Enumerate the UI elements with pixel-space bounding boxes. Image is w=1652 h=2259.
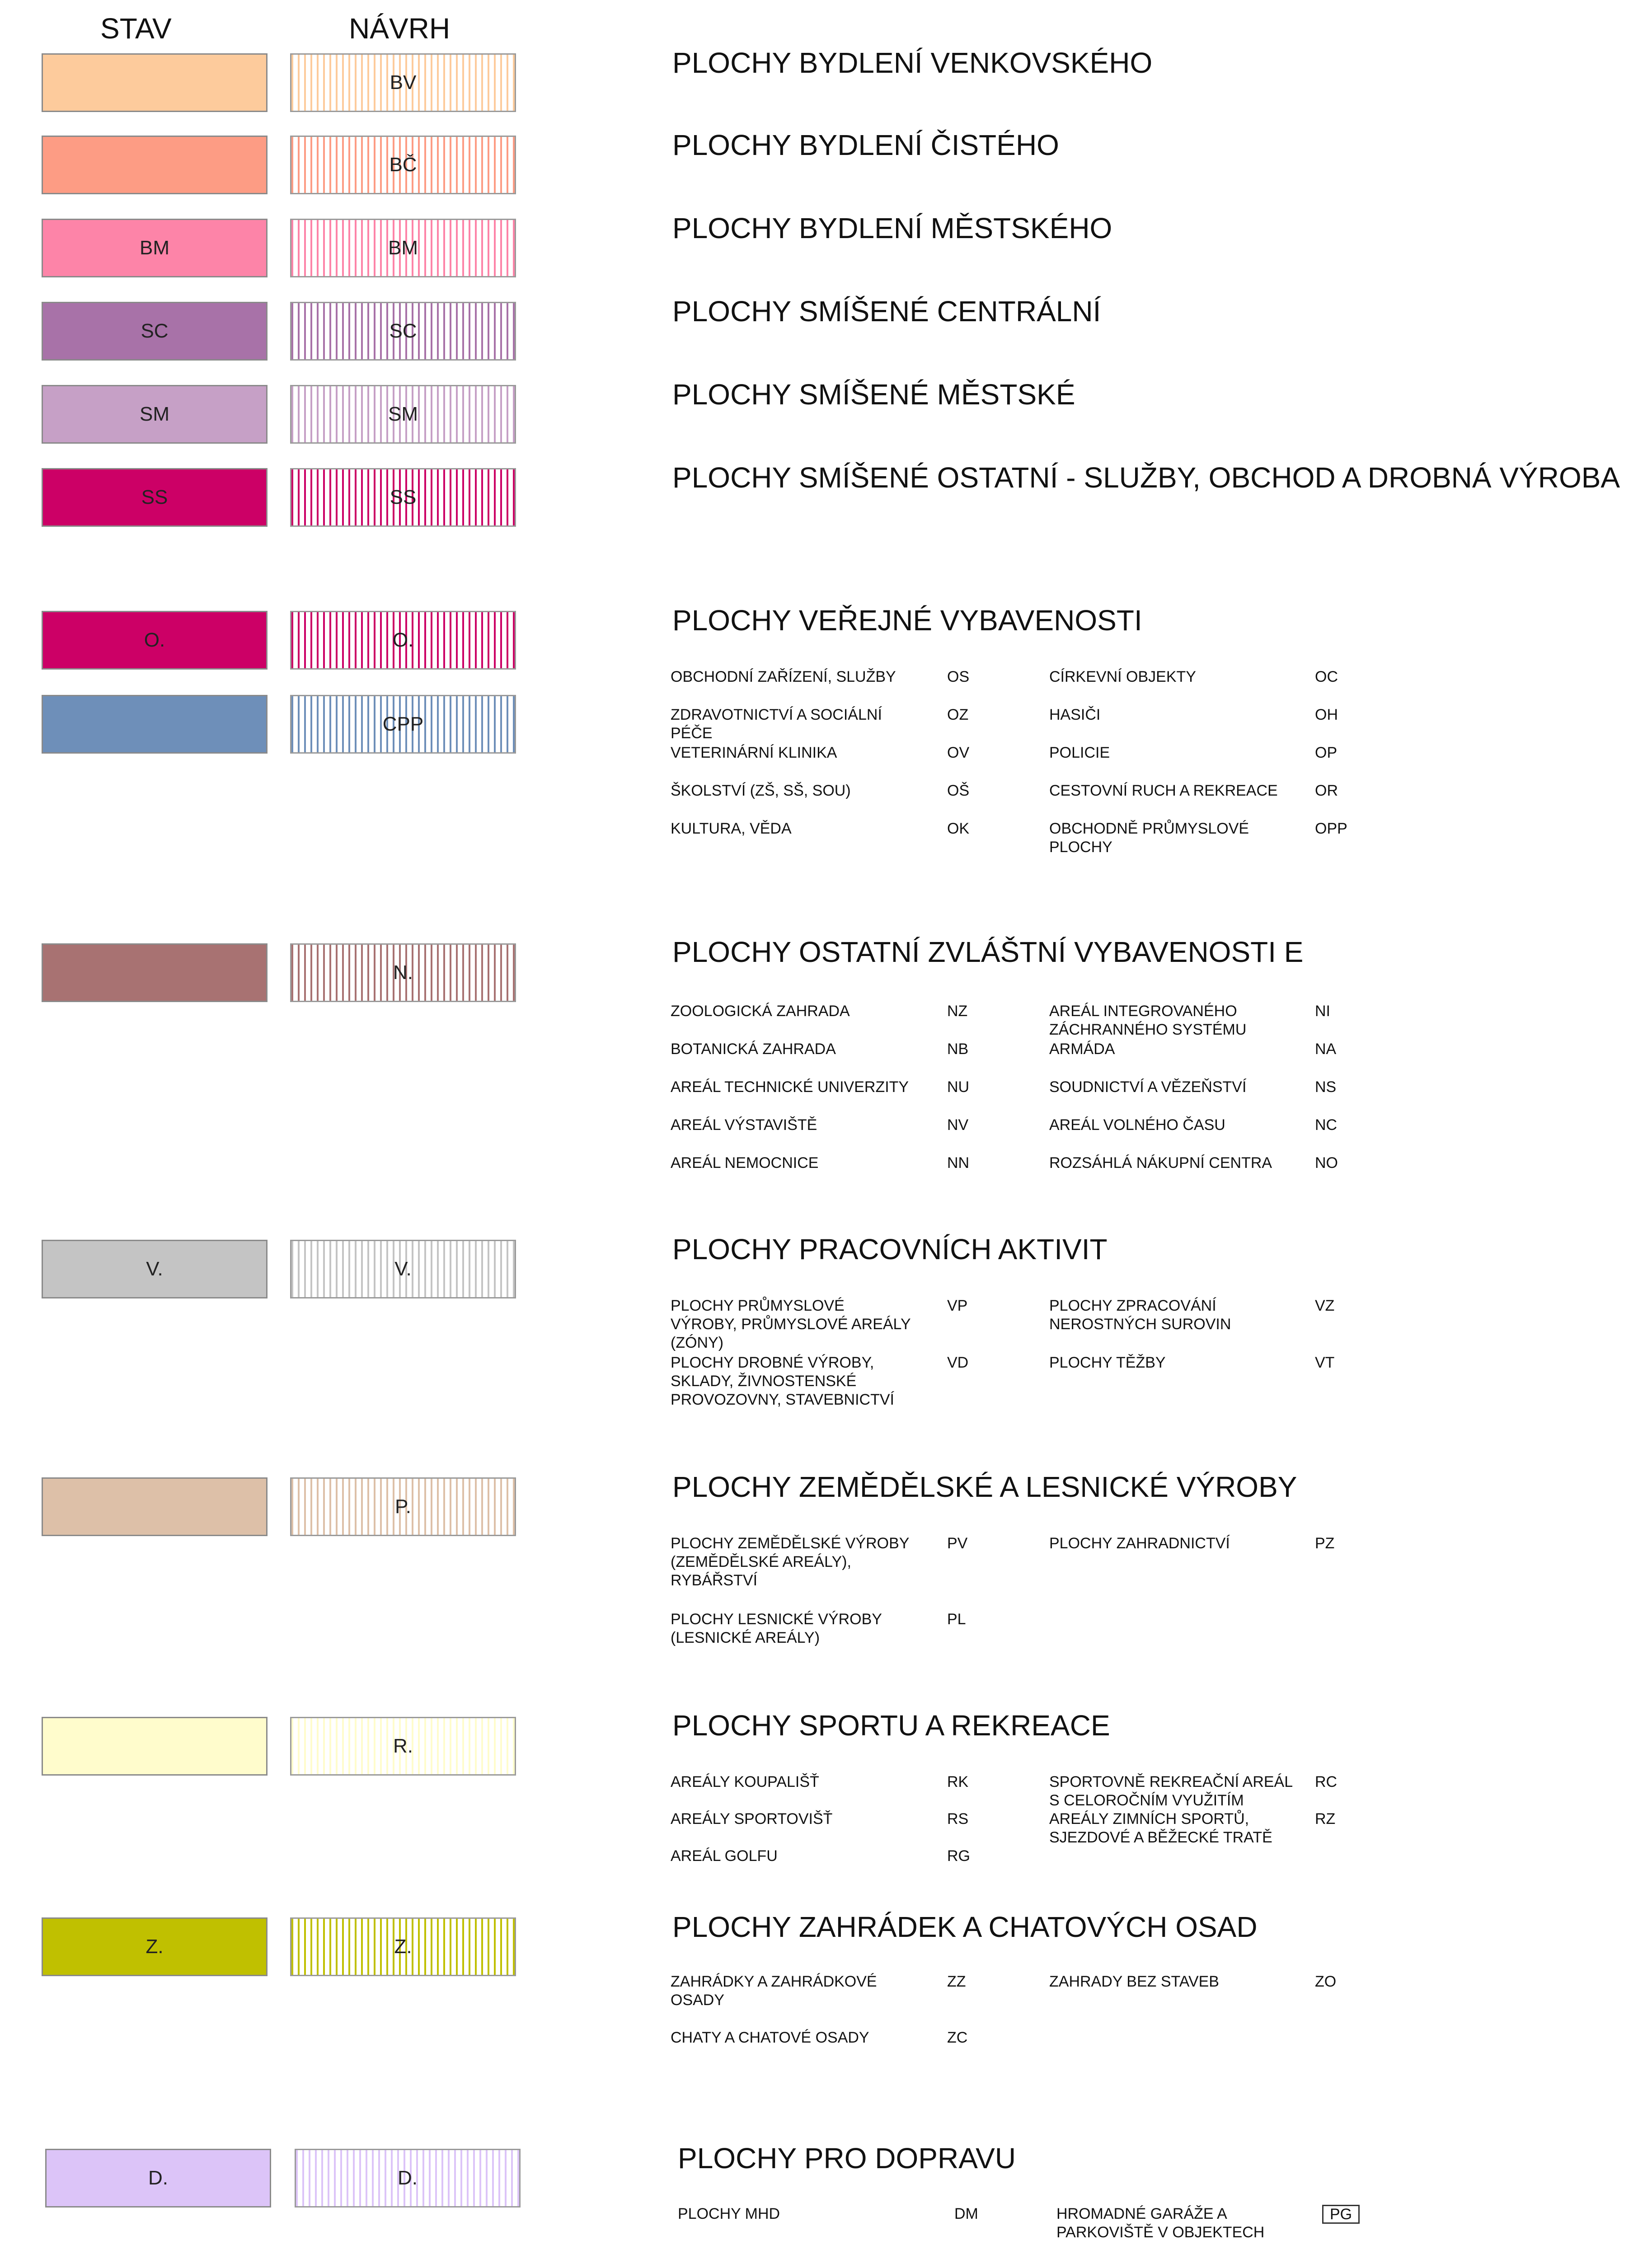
- legend-item-code: RZ: [1315, 1810, 1336, 1828]
- legend-item-name: PLOCHY TĚŽBY: [1049, 1354, 1166, 1371]
- swatch-navrh-ss: SS: [290, 468, 516, 527]
- swatch-stav-ss: SS: [42, 468, 268, 527]
- column-header-stav: STAV: [100, 12, 172, 45]
- legend-item-name: HASIČI: [1049, 706, 1101, 723]
- swatch-navrh-v: V.: [290, 1240, 516, 1298]
- legend-item-name: AREÁL GOLFU: [671, 1847, 778, 1865]
- legend-item-name: POLICIE: [1049, 744, 1110, 761]
- legend-item-code: DM: [954, 2205, 978, 2222]
- legend-item-name: HROMADNÉ GARÁŽE A PARKOVIŠTĚ V OBJEKTECH: [1056, 2205, 1265, 2241]
- swatch-stav-r: [42, 1717, 268, 1776]
- legend-item-name: PLOCHY DROBNÉ VÝROBY, SKLADY, ŽIVNOSTENSKÉ PROVOZOVNY, STAVEBNICTVÍ: [671, 1354, 894, 1408]
- section-title-agri: PLOCHY ZEMĚDĚLSKÉ A LESNICKÉ VÝROBY: [672, 1471, 1297, 1503]
- legend-item-code: OV: [947, 744, 970, 761]
- legend-item-code: RC: [1315, 1773, 1338, 1790]
- swatch-navrh-bc: BČ: [290, 136, 516, 194]
- swatch-stav-sm: SM: [42, 385, 268, 444]
- legend-item-code: OS: [947, 668, 970, 685]
- legend-item-code: NI: [1315, 1003, 1330, 1020]
- legend-item-code: OP: [1315, 744, 1338, 761]
- legend-item-code: NO: [1315, 1154, 1338, 1172]
- legend-item-name: PLOCHY LESNICKÉ VÝROBY (LESNICKÉ AREÁLY): [671, 1611, 882, 1646]
- legend-item-code: RS: [947, 1810, 969, 1828]
- legend-item-name: ZDRAVOTNICTVÍ A SOCIÁLNÍ PÉČE: [671, 706, 882, 742]
- legend-item-code: NV: [947, 1116, 969, 1134]
- legend-item-code: OŠ: [947, 782, 970, 799]
- legend-item-name: AREÁL INTEGROVANÉHO ZÁCHRANNÉHO SYSTÉMU: [1049, 1003, 1247, 1038]
- legend-item-name: ZAHRADY BEZ STAVEB: [1049, 1973, 1219, 1990]
- swatch-navrh-sm: SM: [290, 385, 516, 444]
- legend-item-code: NB: [947, 1040, 969, 1058]
- swatch-navrh-n: N.: [290, 943, 516, 1002]
- legend-item-name: AREÁL VOLNÉHO ČASU: [1049, 1116, 1225, 1134]
- swatch-navrh-r: R.: [290, 1717, 516, 1776]
- legend-label-bc: PLOCHY BYDLENÍ ČISTÉHO: [672, 129, 1059, 161]
- legend-label-sm: PLOCHY SMÍŠENÉ MĚSTSKÉ: [672, 378, 1075, 411]
- legend-item-name: PLOCHY ZPRACOVÁNÍ NEROSTNÝCH SUROVIN: [1049, 1297, 1231, 1333]
- legend-label-ss: PLOCHY SMÍŠENÉ OSTATNÍ - SLUŽBY, OBCHOD A DROBNÁ VÝROBA: [672, 461, 1620, 494]
- legend-item-name: AREÁLY ZIMNÍCH SPORTŮ, SJEZDOVÉ A BĚŽECKÉ TRATĚ: [1049, 1810, 1272, 1846]
- section-title-work: PLOCHY PRACOVNÍCH AKTIVIT: [672, 1233, 1108, 1265]
- legend-item-code: VT: [1315, 1354, 1335, 1371]
- legend-item-code: OR: [1315, 782, 1338, 799]
- legend-item-name: BOTANICKÁ ZAHRADA: [671, 1040, 836, 1058]
- legend-item-name: PLOCHY PRŮMYSLOVÉ VÝROBY, PRŮMYSLOVÉ AREÁLY (ZÓNY): [671, 1297, 911, 1351]
- legend-item-name: OBCHODNÍ ZAŘÍZENÍ, SLUŽBY: [671, 668, 896, 685]
- swatch-navrh-cpp: CPP: [290, 695, 516, 754]
- legend-item-name: ROZSÁHLÁ NÁKUPNÍ CENTRA: [1049, 1154, 1272, 1172]
- swatch-stav-n: [42, 943, 268, 1002]
- legend-item-code: VP: [947, 1297, 968, 1314]
- legend-item-code: NS: [1315, 1078, 1337, 1096]
- swatch-stav-p: [42, 1477, 268, 1536]
- swatch-stav-d: D.: [45, 2149, 271, 2207]
- section-title-transport: PLOCHY PRO DOPRAVU: [678, 2142, 1016, 2175]
- legend-item-name: ARMÁDA: [1049, 1040, 1115, 1058]
- swatch-navrh-sc: SC: [290, 302, 516, 361]
- legend-label-sc: PLOCHY SMÍŠENÉ CENTRÁLNÍ: [672, 295, 1101, 328]
- legend-item-code: ZC: [947, 2029, 968, 2046]
- section-title-gardens: PLOCHY ZAHRÁDEK A CHATOVÝCH OSAD: [672, 1911, 1258, 1943]
- legend-item-name: PLOCHY ZEMĚDĚLSKÉ VÝROBY (ZEMĚDĚLSKÉ AREÁLY), RYBÁŘSTVÍ: [671, 1535, 909, 1589]
- legend-item-name: ZOOLOGICKÁ ZAHRADA: [671, 1003, 850, 1020]
- swatch-navrh-p: P.: [290, 1477, 516, 1536]
- legend-item-code: PV: [947, 1535, 968, 1552]
- legend-item-name: AREÁL VÝSTAVIŠTĚ: [671, 1116, 817, 1134]
- legend-item-code: PG: [1322, 2205, 1360, 2224]
- legend-item-name: AREÁL TECHNICKÉ UNIVERZITY: [671, 1078, 909, 1096]
- swatch-stav-bv: [42, 53, 268, 112]
- legend-item-name: CÍRKEVNÍ OBJEKTY: [1049, 668, 1196, 685]
- legend-item-code: ZO: [1315, 1973, 1337, 1990]
- legend-item-code: OK: [947, 820, 970, 837]
- legend-item-name: CHATY A CHATOVÉ OSADY: [671, 2029, 869, 2046]
- swatch-navrh-o: O.: [290, 611, 516, 670]
- swatch-stav-bc: [42, 136, 268, 194]
- legend-item-name: VETERINÁRNÍ KLINIKA: [671, 744, 837, 761]
- legend-label-bm: PLOCHY BYDLENÍ MĚSTSKÉHO: [672, 212, 1112, 244]
- swatch-stav-sc: SC: [42, 302, 268, 361]
- legend-item-code: ZZ: [947, 1973, 966, 1990]
- legend-item-code: NU: [947, 1078, 970, 1096]
- legend-item-name: KULTURA, VĚDA: [671, 820, 792, 837]
- swatch-stav-z-garden: Z.: [42, 1917, 268, 1976]
- swatch-stav-cpp: [42, 695, 268, 754]
- column-header-navrh: NÁVRH: [349, 12, 451, 45]
- legend-item-code: NZ: [947, 1003, 968, 1020]
- legend-item-code: OH: [1315, 706, 1338, 723]
- legend-item-name: AREÁLY SPORTOVIŠŤ: [671, 1810, 833, 1828]
- legend-item-name: AREÁLY KOUPALIŠŤ: [671, 1773, 819, 1790]
- legend-item-code: VD: [947, 1354, 969, 1371]
- swatch-navrh-z-garden: Z.: [290, 1917, 516, 1976]
- legend-item-code: PZ: [1315, 1535, 1335, 1552]
- legend-item-name: ZAHRÁDKY A ZAHRÁDKOVÉ OSADY: [671, 1973, 877, 2009]
- legend-item-code: NA: [1315, 1040, 1337, 1058]
- legend-item-name: OBCHODNĚ PRŮMYSLOVÉ PLOCHY: [1049, 820, 1249, 856]
- section-title-sport: PLOCHY SPORTU A REKREACE: [672, 1709, 1110, 1742]
- legend-item-name: ŠKOLSTVÍ (ZŠ, SŠ, SOU): [671, 782, 851, 799]
- swatch-navrh-bv: BV: [290, 53, 516, 112]
- section-title-special: PLOCHY OSTATNÍ ZVLÁŠTNÍ VYBAVENOSTI E: [672, 936, 1304, 968]
- legend-item-code: PL: [947, 1611, 966, 1628]
- legend-item-code: OZ: [947, 706, 969, 723]
- legend-item-name: SOUDNICTVÍ A VĚZEŇSTVÍ: [1049, 1078, 1247, 1096]
- legend-item-code: VZ: [1315, 1297, 1335, 1314]
- legend-item-code: OC: [1315, 668, 1338, 685]
- legend-item-code: RK: [947, 1773, 969, 1790]
- swatch-stav-v: V.: [42, 1240, 268, 1298]
- swatch-stav-o: O.: [42, 611, 268, 670]
- legend-item-code: OPP: [1315, 820, 1347, 837]
- swatch-stav-bm: BM: [42, 219, 268, 277]
- legend-item-name: PLOCHY MHD: [678, 2205, 780, 2222]
- legend-item-code: RG: [947, 1847, 970, 1865]
- legend-label-bv: PLOCHY BYDLENÍ VENKOVSKÉHO: [672, 47, 1153, 79]
- legend-item-name: SPORTOVNĚ REKREAČNÍ AREÁL S CELOROČNÍM VYUŽITÍM: [1049, 1773, 1292, 1809]
- swatch-navrh-bm: BM: [290, 219, 516, 277]
- legend-item-code: NC: [1315, 1116, 1338, 1134]
- legend-item-name: PLOCHY ZAHRADNICTVÍ: [1049, 1535, 1230, 1552]
- legend-item-code: NN: [947, 1154, 970, 1172]
- legend-item-name: CESTOVNÍ RUCH A REKREACE: [1049, 782, 1278, 799]
- section-title-civic: PLOCHY VEŘEJNÉ VYBAVENOSTI: [672, 604, 1142, 637]
- swatch-navrh-d: D.: [295, 2149, 521, 2207]
- legend-item-name: AREÁL NEMOCNICE: [671, 1154, 819, 1172]
